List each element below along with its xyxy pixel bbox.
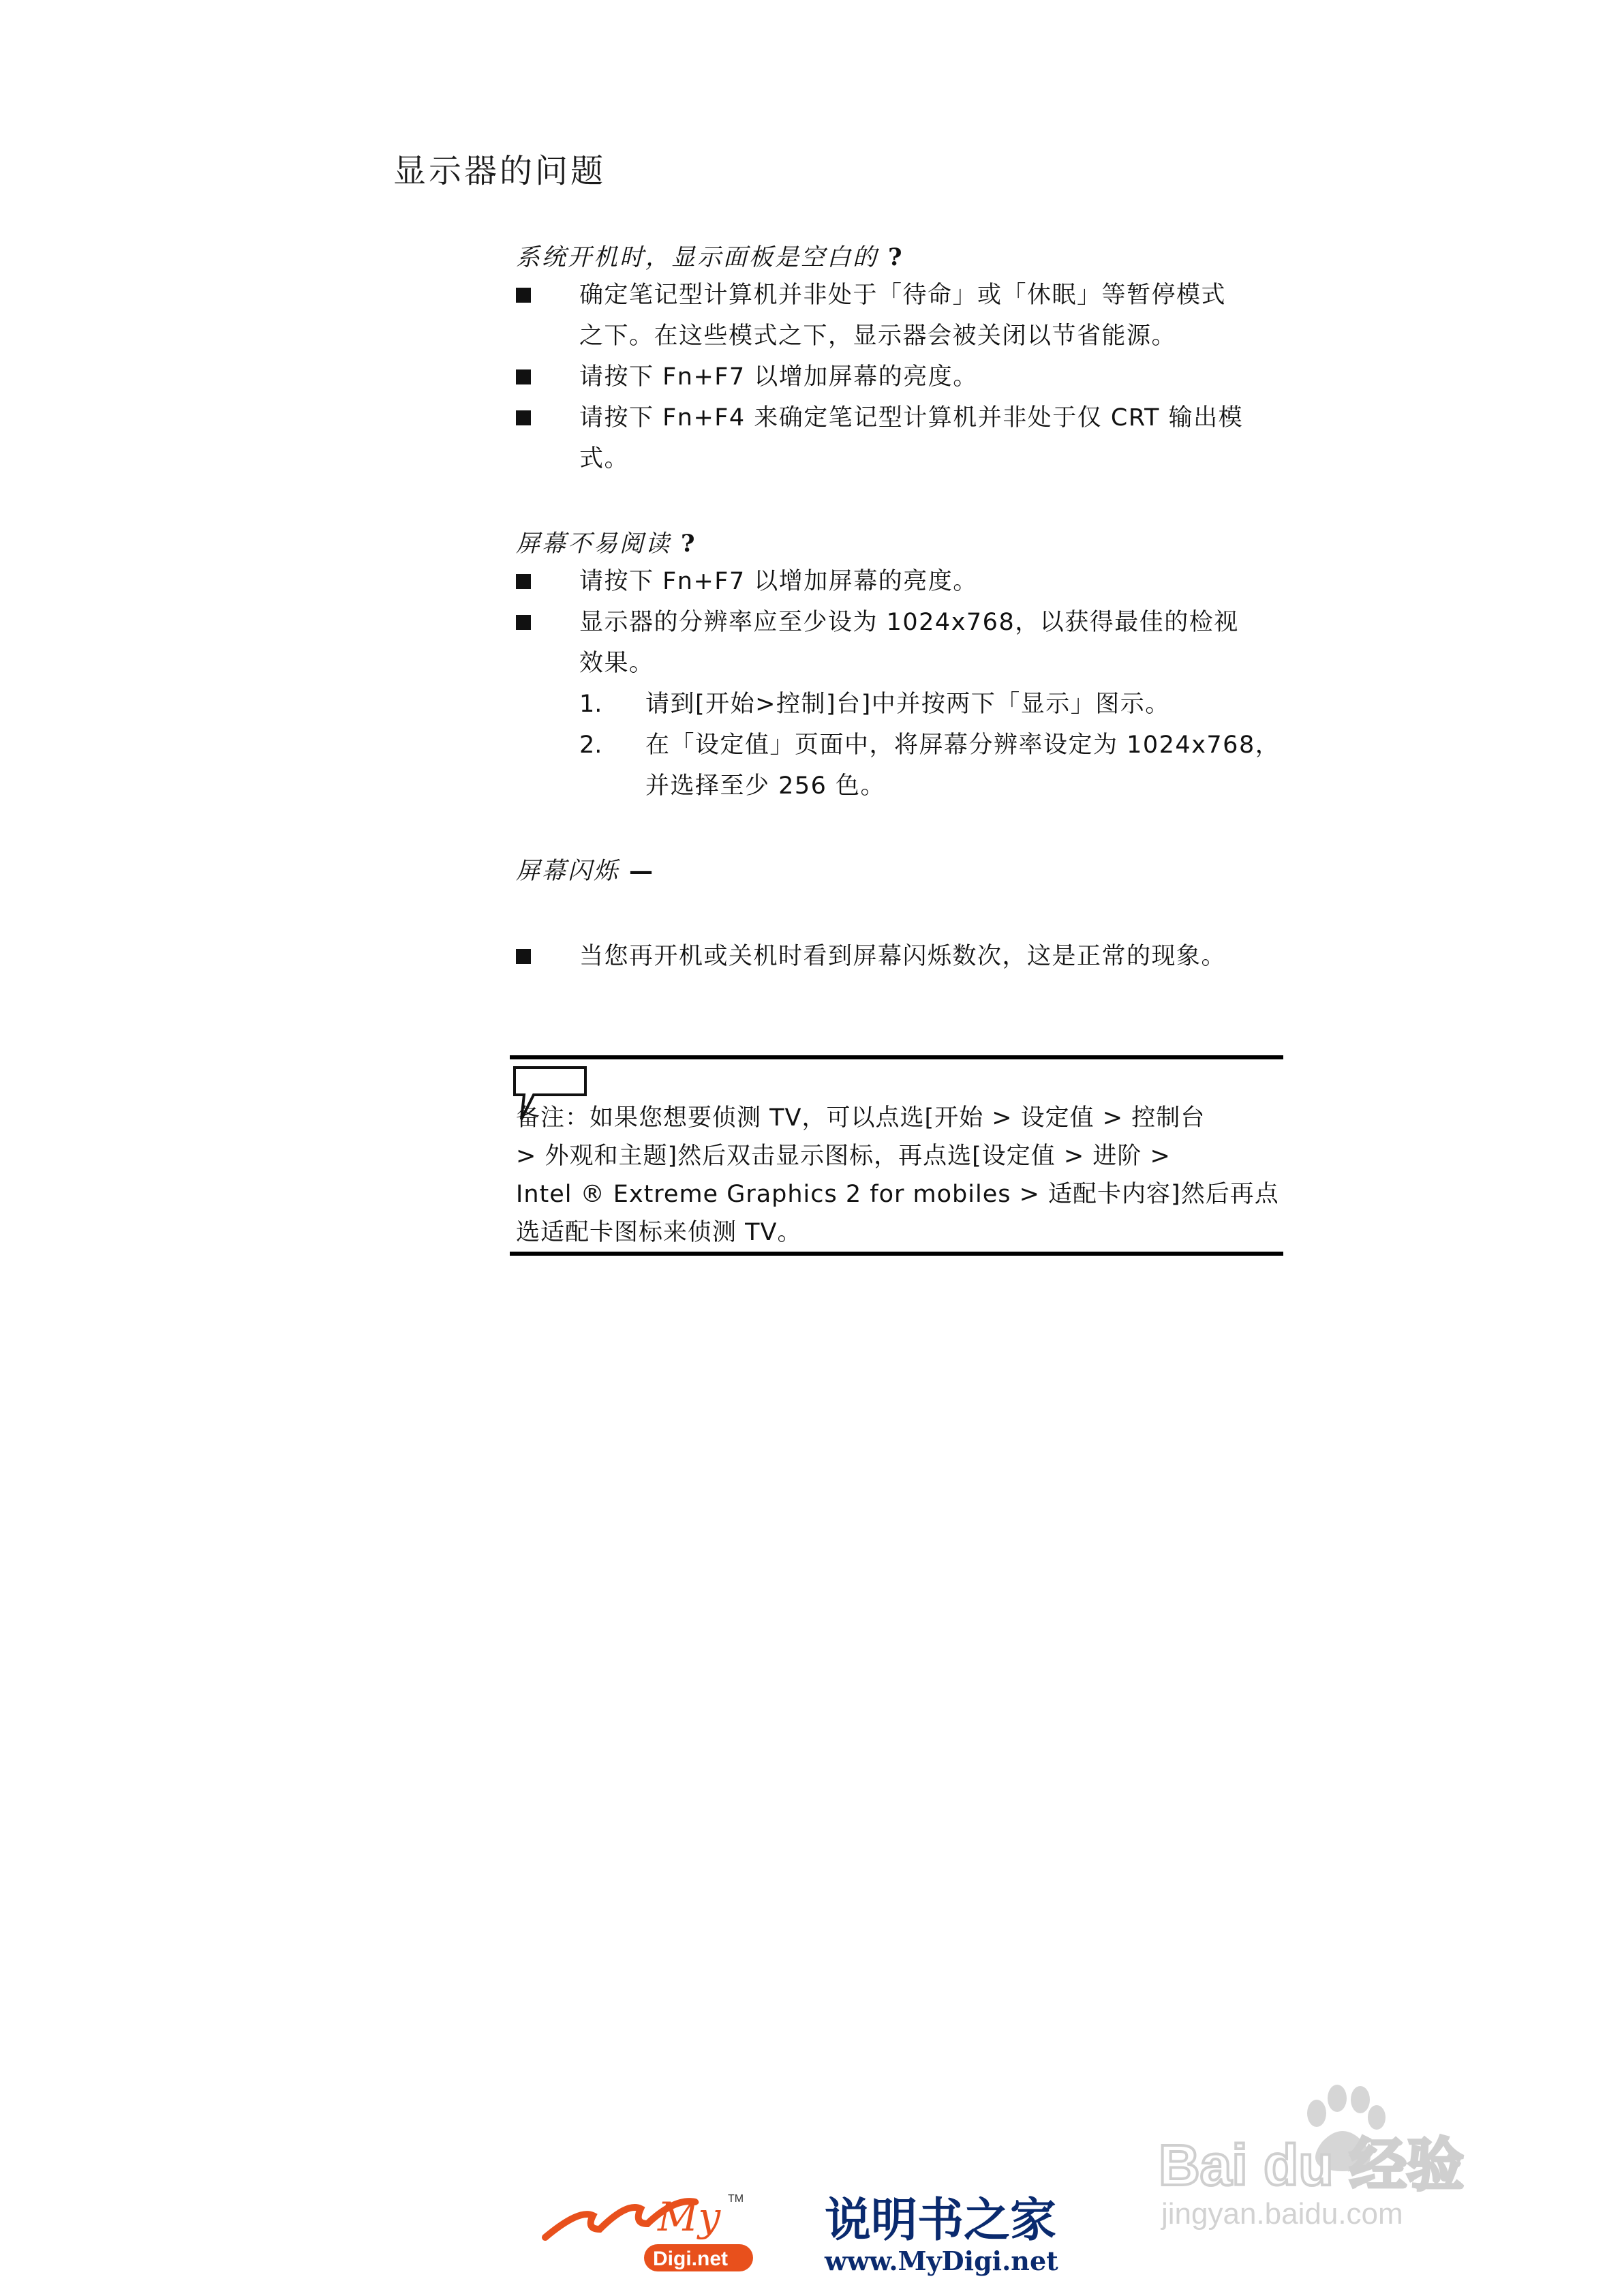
list-item [579,275,1226,357]
list-item-line: 请按下 Fn+F7 以增加屏幕的亮度。 [579,568,978,595]
mydigi-logo-text: My [658,2194,721,2240]
mydigi-title: 说明书之家 [825,2194,1057,2248]
bullet-square [516,410,531,425]
baidu-logo-text: Bai du 经验 [1159,2133,1465,2197]
step-item [645,725,1280,806]
mydigi-url: www.MyDigi.net [825,2246,1058,2276]
section-heading-text: 系统开机时，显示面板是空白的 [516,244,879,271]
list-item-line: 显示器的分辨率应至少设为 1024x768，以获得最佳的检视 [579,609,1239,636]
question-mark: ? [681,530,697,558]
bullet-square [516,949,531,964]
list-item [579,602,1239,684]
list-item-line: 之下。在这些模式之下，显示器会被关闭以节省能源。 [579,322,1177,350]
note-line: 备注：如果您想要侦测 TV，可以点选[开始 > 设定值 > 控制台 [516,1104,1206,1132]
baidu-jingyan-watermark [1159,2066,1540,2236]
note-text [516,1099,1279,1252]
trademark: TM [728,2193,744,2205]
section-heading-hard-to-read [516,525,697,559]
mydigi-logo [538,2181,1084,2284]
list-item [579,397,1243,479]
section-heading-flicker [516,852,655,886]
step-number: 2. [579,731,602,759]
note-line: Intel ® Extreme Graphics 2 for mobiles > 适配卡内容]然后再点 [516,1181,1279,1208]
list-item-line: 请按下 Fn+F4 来确定笔记型计算机并非处于仅 CRT 输出模 [579,404,1244,432]
note-line: > 外观和主题]然后双击显示图标，再点选[设定值 > 进阶 > [516,1143,1171,1170]
bullet-square [516,615,531,630]
note-line: 选适配卡图标来侦测 TV。 [516,1219,802,1246]
dash-mark: — [629,857,656,885]
section-heading-blank-display [516,239,904,273]
baidu-url: jingyan.baidu.com [1161,2197,1403,2231]
section-heading-text: 屏幕闪烁 [516,858,620,885]
list-item [579,561,978,602]
list-item-line: 效果。 [579,650,654,677]
step-line: 并选择至少 256 色。 [645,772,886,800]
note-bottom-rule [510,1252,1283,1256]
list-item [579,936,1226,977]
list-item-line: 请按下 Fn+F7 以增加屏幕的亮度。 [579,363,978,391]
list-item-line: 确定笔记型计算机并非处于「待命」或「休眠」等暂停模式 [579,282,1227,309]
bullet-square [516,574,531,589]
page-title: 显示器的问题 [393,152,607,190]
question-mark: ? [888,243,904,271]
section-heading-text: 屏幕不易阅读 [516,530,672,558]
note-top-rule [510,1055,1283,1059]
list-item-line: 当您再开机或关机时看到屏幕闪烁数次，这是正常的现象。 [579,943,1227,970]
mydigi-badge: Digi.net [653,2248,728,2270]
list-item [579,357,978,397]
step-line: 请到[开始>控制]台]中并按两下「显示」图示。 [645,691,1170,718]
bullet-square [516,369,531,384]
step-number: 1. [579,691,602,718]
step-item [645,684,1170,725]
step-line: 在「设定值」页面中，将屏幕分辨率设定为 1024x768， [645,731,1281,759]
bullet-square [516,288,531,303]
list-item-line: 式。 [579,445,630,472]
